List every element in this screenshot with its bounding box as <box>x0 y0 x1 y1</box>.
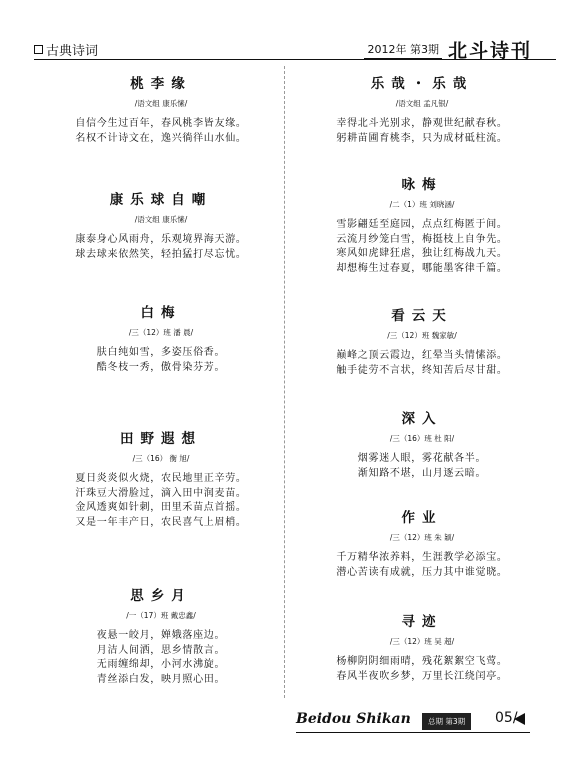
poem-author: /三（12）班 魏家敏/ <box>387 331 457 340</box>
poem-line: 却想梅生过春夏，哪能墨客律千篇。 <box>336 262 508 274</box>
footer-rule <box>296 732 530 733</box>
poem-title: 寻迹 <box>401 614 443 630</box>
poem-line: 无雨缠绵却，小河水沸旋。 <box>96 659 226 671</box>
poem-line: 康泰身心风雨舟，乐观境界海天游。 <box>75 234 247 245</box>
poem-line: 酷冬枝一秀，傲骨染芬芳。 <box>96 361 226 373</box>
poem-title: 深入 <box>401 411 443 427</box>
poem-kanyuntian <box>302 307 542 378</box>
poem-author: /语文组 康乐愫/ <box>134 215 188 224</box>
poem-line: 幸得北斗光别求，静观世纪献春秋。 <box>336 118 508 129</box>
poem-title: 看云天 <box>391 308 453 324</box>
issue-label: 2012年 第3期 <box>364 41 442 59</box>
poem-lezai <box>302 75 542 146</box>
poem-line: 烟雾迷人眼，雾花献各半。 <box>357 453 487 464</box>
poem-line: 自信今生过百年，春风桃李皆友缘。 <box>75 118 247 129</box>
section-title: 古典诗词 <box>46 44 99 59</box>
poem-line: 触手徒劳不言状，终知苦后尽甘甜。 <box>336 364 508 376</box>
poem-author: /三（12）班 吴 超/ <box>389 637 455 646</box>
poem-line: 又是一年丰产日，农民喜气上眉梢。 <box>75 516 247 528</box>
poem-title: 白梅 <box>140 305 182 321</box>
poem-baimei <box>41 304 281 375</box>
poem-author: /三（16） 衡 旭/ <box>132 454 190 463</box>
poem-title: 田野遐想 <box>120 431 202 447</box>
poem-yongmei <box>302 176 542 276</box>
column-divider <box>284 66 285 698</box>
poem-zuoye <box>302 509 542 580</box>
poem-line: 寒风如虎肆狂虐，独让红梅战九天。 <box>336 248 508 260</box>
poem-author: /三（12）班 潘 晨/ <box>128 328 194 337</box>
poem-line: 青丝添白发，映月照心田。 <box>96 673 226 685</box>
poem-title: 乐哉・乐哉 <box>370 76 474 92</box>
poem-line: 肤白纯如雪，多姿压俗香。 <box>96 347 226 358</box>
poem-author: /二（1）班 刘晓涵/ <box>389 200 455 209</box>
poem-author: /三（16）班 杜 阳/ <box>389 434 455 443</box>
poem-line: 春风半夜吹乡梦，万里长江绕闰亭。 <box>336 670 508 682</box>
poem-tianye <box>41 430 281 530</box>
poem-line: 月洁人间洒，思乡情散言。 <box>96 644 226 656</box>
poem-line: 巅峰之顶云霞边，红晕当头情愫添。 <box>336 350 508 361</box>
section-box-icon <box>34 45 43 54</box>
poem-line: 杨柳阴阴细雨晴，残花絮絮空飞莺。 <box>336 656 508 667</box>
poem-line: 夜悬一皎月，婵娥落座边。 <box>96 630 226 641</box>
poem-title: 作业 <box>401 510 443 526</box>
poem-title: 桃李缘 <box>130 76 192 92</box>
poem-title: 思乡月 <box>130 588 192 604</box>
poem-kangleqiu <box>41 191 281 262</box>
poem-author: /语文组 孟凡银/ <box>395 99 449 108</box>
poem-line: 金风透爽如针刺，田里禾苗点首摇。 <box>75 502 247 514</box>
footer-brand: Beidou Shikan <box>296 711 411 727</box>
header-rule <box>34 59 556 60</box>
poem-taoliyuan <box>41 75 281 146</box>
poem-line: 躬耕苗圃育桃李，只为成材砥柱流。 <box>336 132 508 144</box>
section-header <box>34 40 98 59</box>
poem-line: 球去球来依然笑，轻拍猛打尽忘忧。 <box>75 248 247 260</box>
poem-author: /三（12）班 朱 颖/ <box>389 533 455 542</box>
poem-line: 夏日炎炎似火烧，农民地里正辛劳。 <box>75 473 247 484</box>
poem-title: 咏梅 <box>401 177 443 193</box>
poem-line: 千万精华浓养料，生涯教学必添宝。 <box>336 552 508 563</box>
poem-sixiangyue <box>41 587 281 687</box>
poem-shenru <box>302 410 542 481</box>
poem-author: /语文组 康乐愫/ <box>134 99 188 108</box>
poem-line: 雪影翩廷至庭园，点点红梅匿于间。 <box>336 219 508 230</box>
poem-line: 云流月纱笼白雪，梅挺枝上自争先。 <box>336 233 508 245</box>
page-number: 05/ <box>495 710 518 726</box>
poem-line: 渐知路不堪，山月逐云暗。 <box>357 467 487 479</box>
poem-line: 名权不计诗文在，逸兴徜徉山水仙。 <box>75 132 247 144</box>
magazine-title: 北斗诗刊 <box>447 40 532 62</box>
footer-issue-badge: 总期 第3期 <box>422 713 471 730</box>
poem-line: 汗珠豆大滑脸过，滴入田中润麦苗。 <box>75 487 247 499</box>
poem-author: /一（17）班 戴忠鑫/ <box>126 611 196 620</box>
poem-title: 康乐球自嘲 <box>109 192 213 208</box>
poem-line: 潜心苦读有成就，压力其中谁觉晓。 <box>336 566 508 578</box>
triangle-left-icon <box>514 713 525 725</box>
poem-xunji <box>302 613 542 684</box>
